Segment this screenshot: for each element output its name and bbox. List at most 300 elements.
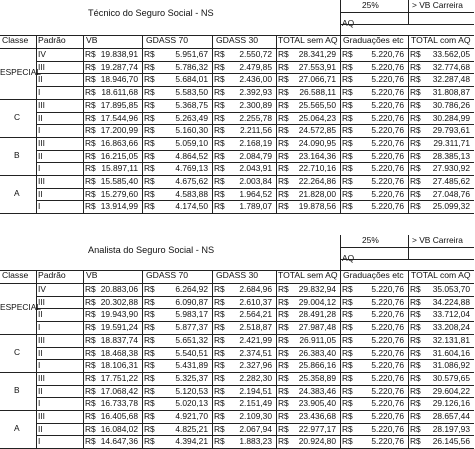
- value-tcaq: 29.604,22: [432, 385, 470, 396]
- value-tsaq: 20.924,80: [298, 436, 336, 447]
- currency-symbol: R$: [214, 398, 225, 409]
- value-g70: 4.769,13: [175, 163, 208, 174]
- value-tcaq: 28.657,44: [432, 411, 470, 421]
- currency-symbol: R$: [144, 99, 155, 110]
- currency-symbol: R$: [214, 309, 225, 320]
- value-g70: 4.864,52: [175, 150, 208, 161]
- currency-symbol: R$: [214, 334, 225, 345]
- padrao-cell: III: [38, 296, 45, 307]
- currency-symbol: R$: [144, 372, 155, 383]
- currency-symbol: R$: [85, 49, 96, 59]
- currency-symbol: R$: [85, 372, 96, 383]
- currency-symbol: R$: [410, 309, 421, 320]
- value-grad: 5.220,76: [371, 411, 404, 421]
- padrao-cell: I: [38, 436, 41, 447]
- currency-symbol: R$: [144, 322, 155, 333]
- value-vb: 15.279,60: [100, 188, 138, 199]
- value-tsaq: 29.004,12: [298, 296, 336, 307]
- padrao-cell: III: [38, 176, 45, 186]
- currency-symbol: R$: [342, 112, 353, 123]
- currency-symbol: R$: [410, 188, 421, 199]
- value-tcaq: 28.385,13: [432, 150, 470, 161]
- grid-line-h: [0, 35, 474, 36]
- classe-group-label: ESPECIAL: [0, 302, 41, 313]
- value-tsaq: 28.491,28: [298, 309, 336, 320]
- padrao-cell: III: [38, 61, 45, 72]
- currency-symbol: R$: [214, 411, 225, 421]
- currency-symbol: R$: [278, 150, 289, 161]
- value-g30: 2.003,84: [239, 176, 272, 186]
- currency-symbol: R$: [410, 398, 421, 409]
- value-vb: 17.200,99: [100, 125, 138, 136]
- currency-symbol: R$: [85, 398, 96, 409]
- aq-label: AQ: [342, 18, 355, 28]
- currency-symbol: R$: [144, 163, 155, 174]
- currency-symbol: R$: [144, 176, 155, 186]
- currency-symbol: R$: [410, 87, 421, 98]
- currency-symbol: R$: [214, 61, 225, 72]
- padrao-cell: IV: [38, 49, 46, 59]
- value-g70: 6.090,87: [175, 296, 208, 307]
- currency-symbol: R$: [214, 163, 225, 174]
- currency-symbol: R$: [144, 150, 155, 161]
- value-g30: 2.282,30: [239, 372, 272, 383]
- grid-line-v: [408, 0, 409, 24]
- value-tsaq: 27.066,71: [298, 74, 336, 85]
- currency-symbol: R$: [278, 61, 289, 72]
- currency-symbol: R$: [85, 385, 96, 396]
- value-g70: 4.394,21: [175, 436, 208, 447]
- value-grad: 5.220,76: [371, 188, 404, 199]
- value-tcaq: 30.284,99: [432, 112, 470, 123]
- currency-symbol: R$: [278, 385, 289, 396]
- grid-line-h: [340, 247, 474, 248]
- currency-symbol: R$: [214, 99, 225, 110]
- aq-label: AQ: [342, 253, 355, 263]
- value-tsaq: 21.828,00: [298, 188, 336, 199]
- currency-symbol: R$: [278, 322, 289, 333]
- value-vb: 15.585,40: [100, 176, 138, 186]
- value-vb: 16.733,78: [100, 398, 138, 409]
- currency-symbol: R$: [410, 61, 421, 72]
- classe-group-label: B: [14, 384, 20, 395]
- grid-line-h: [340, 259, 474, 260]
- padrao-cell: III: [38, 137, 45, 148]
- currency-symbol: R$: [144, 188, 155, 199]
- currency-symbol: R$: [410, 385, 421, 396]
- currency-symbol: R$: [214, 112, 225, 123]
- value-g30: 2.421,99: [239, 334, 272, 345]
- value-grad: 5.220,76: [371, 372, 404, 383]
- currency-symbol: R$: [278, 296, 289, 307]
- currency-symbol: R$: [342, 347, 353, 358]
- currency-symbol: R$: [144, 112, 155, 123]
- value-vb: 15.897,11: [101, 163, 138, 174]
- value-grad: 5.220,76: [371, 137, 404, 148]
- value-g30: 2.109,30: [239, 411, 272, 421]
- currency-symbol: R$: [144, 49, 155, 59]
- currency-symbol: R$: [342, 334, 353, 345]
- value-g30: 2.194,51: [239, 385, 272, 396]
- value-g70: 5.368,75: [175, 99, 208, 110]
- currency-symbol: R$: [214, 74, 225, 85]
- currency-symbol: R$: [214, 436, 225, 447]
- grid-line-v: [36, 35, 37, 213]
- currency-symbol: R$: [410, 112, 421, 123]
- currency-symbol: R$: [85, 296, 96, 307]
- percent-label: 25%: [362, 235, 379, 245]
- padrao-cell: I: [38, 163, 41, 174]
- currency-symbol: R$: [410, 137, 421, 148]
- value-g30: 2.479,85: [239, 61, 272, 72]
- column-header: TOTAL sem AQ: [278, 35, 338, 45]
- currency-symbol: R$: [85, 188, 96, 199]
- value-tcaq: 27.048,76: [432, 188, 470, 199]
- currency-symbol: R$: [342, 284, 353, 294]
- grid-line-v: [276, 270, 277, 448]
- currency-symbol: R$: [278, 398, 289, 409]
- currency-symbol: R$: [278, 423, 289, 434]
- value-tcaq: 33.562,05: [432, 49, 470, 59]
- value-g70: 5.431,89: [175, 360, 208, 371]
- value-grad: 5.220,76: [371, 360, 404, 371]
- table-title: Analista do Seguro Social - NS: [88, 245, 215, 255]
- value-tcaq: 34.224,88: [432, 296, 470, 307]
- currency-symbol: R$: [85, 423, 96, 434]
- currency-symbol: R$: [342, 163, 353, 174]
- grid-line-v: [83, 35, 84, 213]
- currency-symbol: R$: [144, 87, 155, 98]
- table-title: Técnico do Seguro Social - NS: [88, 8, 214, 18]
- currency-symbol: R$: [278, 372, 289, 383]
- value-g70: 5.263,49: [175, 112, 208, 123]
- grid-line-h: [0, 213, 474, 214]
- value-tsaq: 25.565,50: [298, 99, 336, 110]
- value-vb: 17.751,22: [100, 372, 138, 383]
- value-tcaq: 27.485,62: [432, 176, 470, 186]
- currency-symbol: R$: [342, 398, 353, 409]
- currency-symbol: R$: [410, 125, 421, 136]
- value-tcaq: 33.208,24: [432, 322, 470, 333]
- currency-symbol: R$: [410, 334, 421, 345]
- grid-line-v: [340, 270, 341, 448]
- grid-line-v: [340, 0, 341, 36]
- value-tcaq: 31.086,92: [432, 360, 470, 371]
- currency-symbol: R$: [342, 99, 353, 110]
- value-g30: 2.684,96: [239, 284, 272, 294]
- currency-symbol: R$: [214, 322, 225, 333]
- column-header: GDASS 30: [216, 35, 259, 45]
- currency-symbol: R$: [342, 188, 353, 199]
- classe-group-label: C: [14, 346, 21, 357]
- value-vb: 18.611,68: [101, 87, 138, 98]
- grid-line-v: [340, 35, 341, 213]
- column-header: TOTAL com AQ: [411, 270, 471, 280]
- currency-symbol: R$: [144, 334, 155, 345]
- value-tsaq: 25.358,89: [298, 372, 336, 383]
- grid-line-v: [340, 235, 341, 271]
- currency-symbol: R$: [342, 150, 353, 161]
- value-grad: 5.220,76: [371, 436, 404, 447]
- value-tsaq: 22.710,16: [298, 163, 336, 174]
- padrao-cell: I: [38, 125, 41, 136]
- value-tcaq: 28.197,93: [432, 423, 470, 434]
- value-g70: 5.983,17: [175, 309, 208, 320]
- value-vb: 16.405,68: [100, 411, 138, 421]
- padrao-cell: II: [38, 112, 43, 123]
- value-g70: 5.120,53: [175, 385, 208, 396]
- vb-carreira-label: > VB Carreira: [412, 0, 463, 10]
- column-header: TOTAL com AQ: [411, 35, 471, 45]
- value-vb: 14.647,36: [100, 436, 138, 447]
- value-grad: 5.220,76: [371, 334, 404, 345]
- currency-symbol: R$: [410, 423, 421, 434]
- grid-line-v: [212, 270, 213, 448]
- value-tsaq: 22.264,86: [298, 176, 336, 186]
- currency-symbol: R$: [278, 334, 289, 345]
- currency-symbol: R$: [278, 99, 289, 110]
- currency-symbol: R$: [342, 74, 353, 85]
- value-g30: 1.883,23: [239, 436, 272, 447]
- currency-symbol: R$: [214, 385, 225, 396]
- value-tsaq: 22.977,17: [298, 423, 336, 434]
- value-tsaq: 26.911,05: [299, 334, 336, 345]
- currency-symbol: R$: [342, 309, 353, 320]
- padrao-cell: IV: [38, 284, 46, 294]
- value-vb: 20.883,06: [100, 284, 138, 294]
- grid-line-v: [142, 35, 143, 213]
- currency-symbol: R$: [85, 284, 96, 294]
- currency-symbol: R$: [278, 411, 289, 421]
- currency-symbol: R$: [278, 163, 289, 174]
- value-g70: 5.684,01: [175, 74, 208, 85]
- currency-symbol: R$: [410, 360, 421, 371]
- value-grad: 5.220,76: [371, 74, 404, 85]
- currency-symbol: R$: [144, 137, 155, 148]
- currency-symbol: R$: [85, 347, 96, 358]
- value-tcaq: 26.145,56: [432, 436, 470, 447]
- currency-symbol: R$: [342, 61, 353, 72]
- currency-symbol: R$: [410, 99, 421, 110]
- value-tcaq: 29.793,61: [432, 125, 470, 136]
- value-tsaq: 19.878,56: [298, 201, 336, 212]
- padrao-cell: I: [38, 360, 41, 371]
- classe-group-label: C: [14, 111, 21, 122]
- currency-symbol: R$: [278, 176, 289, 186]
- currency-symbol: R$: [144, 201, 155, 212]
- value-tsaq: 27.553,91: [298, 61, 336, 72]
- currency-symbol: R$: [144, 284, 155, 294]
- classe-group-label: A: [14, 188, 20, 199]
- classe-group-label: B: [14, 149, 20, 160]
- currency-symbol: R$: [214, 284, 225, 294]
- currency-symbol: R$: [410, 296, 421, 307]
- value-g70: 5.583,50: [175, 87, 208, 98]
- value-vb: 17.544,96: [100, 112, 138, 123]
- value-tcaq: 32.131,81: [432, 334, 470, 345]
- classe-group-label: ESPECIAL: [0, 67, 41, 78]
- column-header: Classe: [2, 270, 29, 280]
- grid-line-v: [83, 270, 84, 448]
- currency-symbol: R$: [278, 87, 289, 98]
- currency-symbol: R$: [214, 423, 225, 434]
- value-g70: 4.174,50: [175, 201, 208, 212]
- currency-symbol: R$: [144, 398, 155, 409]
- value-vb: 18.468,38: [100, 347, 138, 358]
- currency-symbol: R$: [214, 49, 225, 59]
- currency-symbol: R$: [85, 309, 96, 320]
- currency-symbol: R$: [85, 436, 96, 447]
- currency-symbol: R$: [342, 125, 353, 136]
- value-g70: 5.951,67: [175, 49, 208, 59]
- value-g70: 5.877,37: [175, 322, 208, 333]
- currency-symbol: R$: [410, 284, 421, 294]
- currency-symbol: R$: [85, 74, 96, 85]
- currency-symbol: R$: [342, 49, 353, 59]
- value-vb: 16.084,02: [100, 423, 138, 434]
- value-tsaq: 26.588,11: [299, 87, 336, 98]
- currency-symbol: R$: [278, 49, 289, 59]
- grid-line-h: [340, 12, 474, 13]
- value-grad: 5.220,76: [371, 99, 404, 110]
- vb-carreira-label: > VB Carreira: [412, 235, 463, 245]
- value-vb: 13.914,99: [100, 201, 138, 212]
- currency-symbol: R$: [85, 150, 96, 161]
- currency-symbol: R$: [214, 372, 225, 383]
- grid-line-v: [408, 270, 409, 448]
- percent-label: 25%: [362, 0, 379, 10]
- currency-symbol: R$: [410, 176, 421, 186]
- value-g70: 5.020,13: [175, 398, 208, 409]
- padrao-cell: II: [38, 188, 43, 199]
- currency-symbol: R$: [144, 423, 155, 434]
- currency-symbol: R$: [144, 309, 155, 320]
- value-vb: 19.943,90: [100, 309, 138, 320]
- value-grad: 5.220,76: [371, 296, 404, 307]
- currency-symbol: R$: [85, 87, 96, 98]
- currency-symbol: R$: [278, 137, 289, 148]
- value-g70: 4.825,21: [175, 423, 208, 434]
- currency-symbol: R$: [410, 436, 421, 447]
- currency-symbol: R$: [278, 360, 289, 371]
- value-g70: 5.160,30: [175, 125, 208, 136]
- value-g70: 6.264,92: [175, 284, 208, 294]
- value-tsaq: 28.341,29: [298, 49, 336, 59]
- padrao-cell: II: [38, 74, 43, 85]
- value-vb: 19.838,91: [100, 49, 138, 59]
- column-header: VB: [86, 270, 98, 280]
- value-vb: 18.837,74: [100, 334, 138, 345]
- currency-symbol: R$: [342, 87, 353, 98]
- currency-symbol: R$: [342, 296, 353, 307]
- value-vb: 18.946,70: [100, 74, 138, 85]
- currency-symbol: R$: [410, 411, 421, 421]
- value-tcaq: 33.712,04: [432, 309, 470, 320]
- currency-symbol: R$: [410, 163, 421, 174]
- value-grad: 5.220,76: [371, 112, 404, 123]
- currency-symbol: R$: [85, 125, 96, 136]
- value-tcaq: 32.774,68: [432, 61, 470, 72]
- grid-line-h: [340, 24, 474, 25]
- padrao-cell: II: [38, 347, 43, 358]
- currency-symbol: R$: [85, 99, 96, 110]
- value-g30: 2.043,91: [239, 163, 272, 174]
- column-header: TOTAL sem AQ: [278, 270, 338, 280]
- currency-symbol: R$: [278, 436, 289, 447]
- value-grad: 5.220,76: [371, 87, 404, 98]
- grid-line-v: [36, 270, 37, 448]
- value-g30: 2.067,94: [239, 423, 272, 434]
- column-header: GDASS 30: [216, 270, 259, 280]
- column-header: GDASS 70: [146, 35, 189, 45]
- padrao-cell: III: [38, 334, 45, 345]
- value-vb: 16.215,05: [100, 150, 138, 161]
- value-tcaq: 29.311,71: [433, 137, 470, 148]
- value-tcaq: 30.786,26: [432, 99, 470, 110]
- value-g30: 2.211,56: [240, 125, 272, 136]
- currency-symbol: R$: [144, 74, 155, 85]
- currency-symbol: R$: [342, 176, 353, 186]
- currency-symbol: R$: [278, 112, 289, 123]
- currency-symbol: R$: [410, 201, 421, 212]
- padrao-cell: I: [38, 398, 41, 409]
- value-vb: 18.106,31: [100, 360, 138, 371]
- value-g30: 1.789,07: [239, 201, 272, 212]
- currency-symbol: R$: [214, 87, 225, 98]
- value-tcaq: 25.099,32: [432, 201, 470, 212]
- padrao-cell: I: [38, 87, 41, 98]
- grid-line-v: [408, 235, 409, 259]
- grid-line-v: [276, 35, 277, 213]
- value-g70: 4.583,88: [175, 188, 208, 199]
- grid-line-v: [212, 35, 213, 213]
- value-tsaq: 24.383,46: [298, 385, 336, 396]
- currency-symbol: R$: [214, 150, 225, 161]
- value-grad: 5.220,76: [371, 347, 404, 358]
- value-tcaq: 27.930,92: [432, 163, 470, 174]
- currency-symbol: R$: [214, 176, 225, 186]
- value-tsaq: 24.090,95: [298, 137, 336, 148]
- currency-symbol: R$: [214, 347, 225, 358]
- value-g30: 2.151,49: [239, 398, 272, 409]
- column-header: Padrão: [38, 270, 66, 280]
- value-tsaq: 24.572,85: [298, 125, 336, 136]
- value-g70: 5.325,37: [175, 372, 208, 383]
- value-tsaq: 27.987,48: [298, 322, 336, 333]
- grid-line-v: [142, 270, 143, 448]
- currency-symbol: R$: [278, 347, 289, 358]
- currency-symbol: R$: [410, 322, 421, 333]
- currency-symbol: R$: [342, 360, 353, 371]
- value-tcaq: 35.053,70: [432, 284, 470, 294]
- currency-symbol: R$: [342, 385, 353, 396]
- value-tsaq: 25.866,16: [298, 360, 336, 371]
- currency-symbol: R$: [278, 309, 289, 320]
- value-vb: 17.068,42: [100, 385, 138, 396]
- value-grad: 5.220,76: [371, 163, 404, 174]
- column-header: Classe: [2, 35, 29, 45]
- value-g30: 2.300,89: [239, 99, 272, 110]
- value-g30: 2.518,87: [239, 322, 272, 333]
- value-grad: 5.220,76: [371, 398, 404, 409]
- value-grad: 5.220,76: [371, 49, 404, 59]
- currency-symbol: R$: [410, 150, 421, 161]
- currency-symbol: R$: [144, 411, 155, 421]
- value-tcaq: 31.808,87: [432, 87, 470, 98]
- currency-symbol: R$: [144, 347, 155, 358]
- value-grad: 5.220,76: [371, 61, 404, 72]
- currency-symbol: R$: [342, 423, 353, 434]
